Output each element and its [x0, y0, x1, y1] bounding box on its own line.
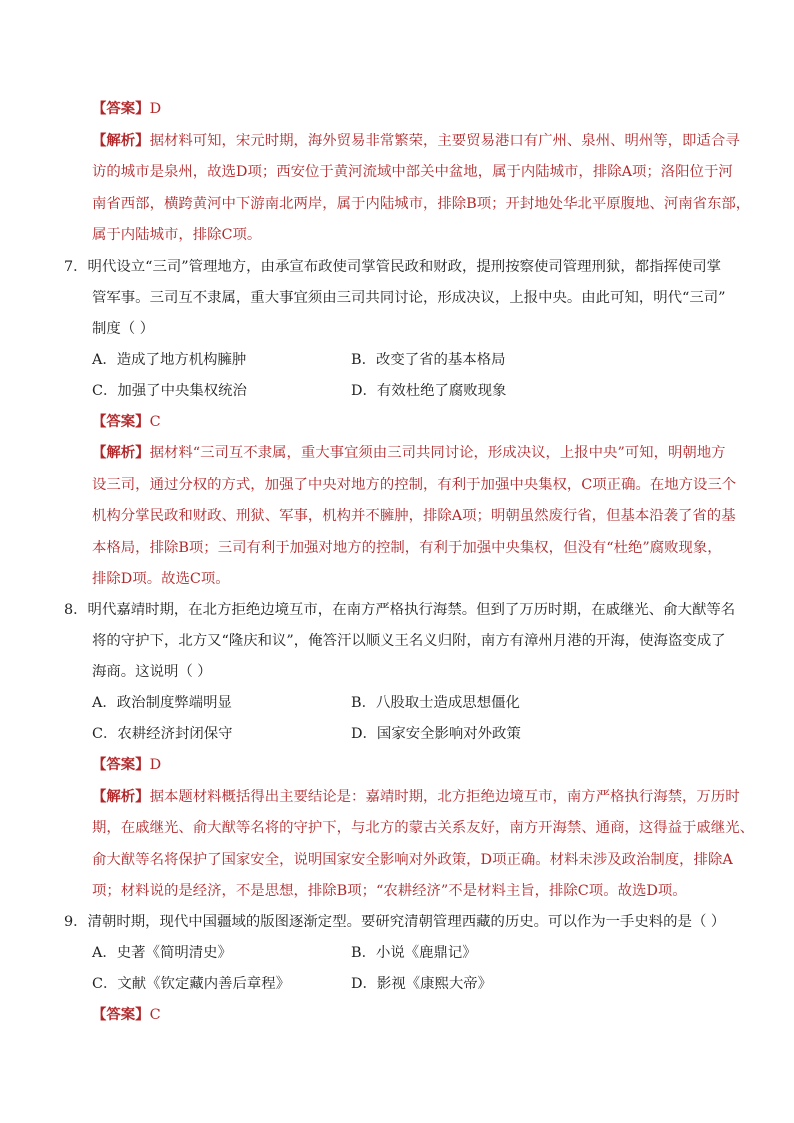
q6-analysis-line-3: 南省西部，横跨黄河中下游南北两岸，属于内陆城市，排除B项；开封地处华北平原腹地、河南省东部，	[92, 196, 751, 212]
q7-stem-line-1	[64, 258, 722, 276]
q9-stem-line-1	[64, 913, 726, 931]
q7-option-b: B．改变了省的基本格局	[351, 352, 506, 368]
q9-option-c: C．文献《钦定藏内善后章程》	[92, 976, 291, 992]
q7-analysis-line-5: 排除D项。故选C项。	[92, 571, 230, 587]
q8-analysis-line-4: 项；材料说的是经济，不是思想，排除B项；“农耕经济”不是材料主旨，排除C项。故选D项。	[92, 883, 687, 899]
q7-stem-line-3: 制度（ ）	[92, 321, 155, 337]
q7-analysis-line-1	[92, 444, 732, 462]
answer-tag: 【答案】	[92, 1006, 150, 1023]
analysis-text: 据本题材料概括得出主要结论是：嘉靖时期，北方拒绝边境互市，南方严格执行海禁，万历时	[149, 789, 740, 805]
q9-answer-line	[92, 1006, 732, 1024]
q8-analysis-line-3: 俞大猷等名将保护了国家安全，说明国家安全影响对外政策，D项正确。材料未涉及政治制度，排除A	[92, 852, 733, 868]
question-number: 7．	[64, 259, 88, 275]
q8-analysis-line-1	[92, 788, 740, 806]
q7-answer-line	[92, 413, 732, 431]
q9-option-b: B．小说《鹿鼎记》	[351, 945, 477, 961]
analysis-text: 据材料可知，宋元时期，海外贸易非常繁荣，主要贸易港口有广州、泉州、明州等，即适合寻	[149, 133, 740, 149]
q7-analysis-line-4: 本格局，排除B项；三司有利于加强对地方的控制，有利于加强中央集权，但没有“杜绝”腐败现象，	[92, 540, 722, 556]
q9-option-a: A．史著《简明清史》	[92, 945, 232, 961]
q6-analysis-line-1	[92, 132, 740, 150]
analysis-text: 据材料“三司互不隶属，重大事宜须由三司共同讨论，形成决议，上报中央”可知，明朝地方	[149, 445, 726, 461]
analysis-tag: 【解析】	[92, 788, 150, 805]
q7-stem-line-2: 管军事。三司互不隶属，重大事宜须由三司共同讨论，形成决议，上报中央。由此可知，明代“三司”	[92, 290, 726, 306]
q6-analysis-line-4: 属于内陆城市，排除C项。	[92, 227, 262, 243]
q7-option-a: A．造成了地方机构臃肿	[92, 352, 247, 368]
stem-text: 明代设立“三司”管理地方，由承宣布政使司掌管民政和财政，提刑按察使司管理刑狱，都指挥使司掌	[87, 259, 722, 275]
answer-value: C	[149, 1007, 161, 1023]
stem-text: 清朝时期，现代中国疆域的版图逐渐定型。要研究清朝管理西藏的历史。可以作为一手史料的是（ ）	[87, 914, 726, 930]
q7-analysis-line-2: 设三司，通过分权的方式，加强了中央对地方的控制，有利于加强中央集权，C项正确。在地方设三个	[92, 477, 737, 493]
answer-value: C	[149, 414, 161, 430]
q8-option-b: B．八股取士造成思想僵化	[351, 695, 520, 711]
question-number: 8．	[64, 602, 88, 618]
q6-answer-line	[92, 100, 732, 118]
q8-option-d: D．国家安全影响对外政策	[351, 726, 521, 742]
answer-tag: 【答案】	[92, 756, 150, 773]
q9-option-d: D．影视《康熙大帝》	[351, 976, 493, 992]
answer-tag: 【答案】	[92, 413, 150, 430]
q8-option-a: A．政治制度弊端明显	[92, 695, 232, 711]
stem-text: 明代嘉靖时期，在北方拒绝边境互市，在南方严格执行海禁。但到了万历时期，在戚继光、俞大猷等名	[87, 602, 736, 618]
answer-value: D	[149, 757, 162, 773]
answer-tag: 【答案】	[92, 100, 150, 117]
analysis-tag: 【解析】	[92, 132, 150, 149]
analysis-tag: 【解析】	[92, 444, 150, 461]
q8-stem-line-1	[64, 601, 736, 619]
question-number: 9．	[64, 914, 88, 930]
q8-option-c: C．农耕经济封闭保守	[92, 726, 233, 742]
q7-option-d: D．有效杜绝了腐败现象	[351, 383, 507, 399]
q7-option-c: C．加强了中央集权统治	[92, 383, 247, 399]
q8-answer-line	[92, 756, 732, 774]
q8-stem-line-3: 海商。这说明（ ）	[92, 664, 212, 680]
q8-stem-line-2: 将的守护下，北方又“隆庆和议”，俺答汗以顺义王名义归附，南方有漳州月港的开海，使海盗变成了	[92, 633, 726, 649]
q6-analysis-line-2: 访的城市是泉州，故选D项；西安位于黄河流域中部关中盆地，属于内陆城市，排除A项；洛阳位于河	[92, 164, 733, 180]
answer-value: D	[149, 101, 162, 117]
q8-analysis-line-2: 期，在戚继光、俞大猷等名将的守护下，与北方的蒙古关系友好，南方开海禁、通商，这得益于戚继光、	[92, 820, 754, 836]
q7-analysis-line-3: 机构分掌民政和财政、刑狱、军事，机构并不臃肿，排除A项；明朝虽然废行省，但基本沿袭了省的基	[92, 508, 736, 524]
